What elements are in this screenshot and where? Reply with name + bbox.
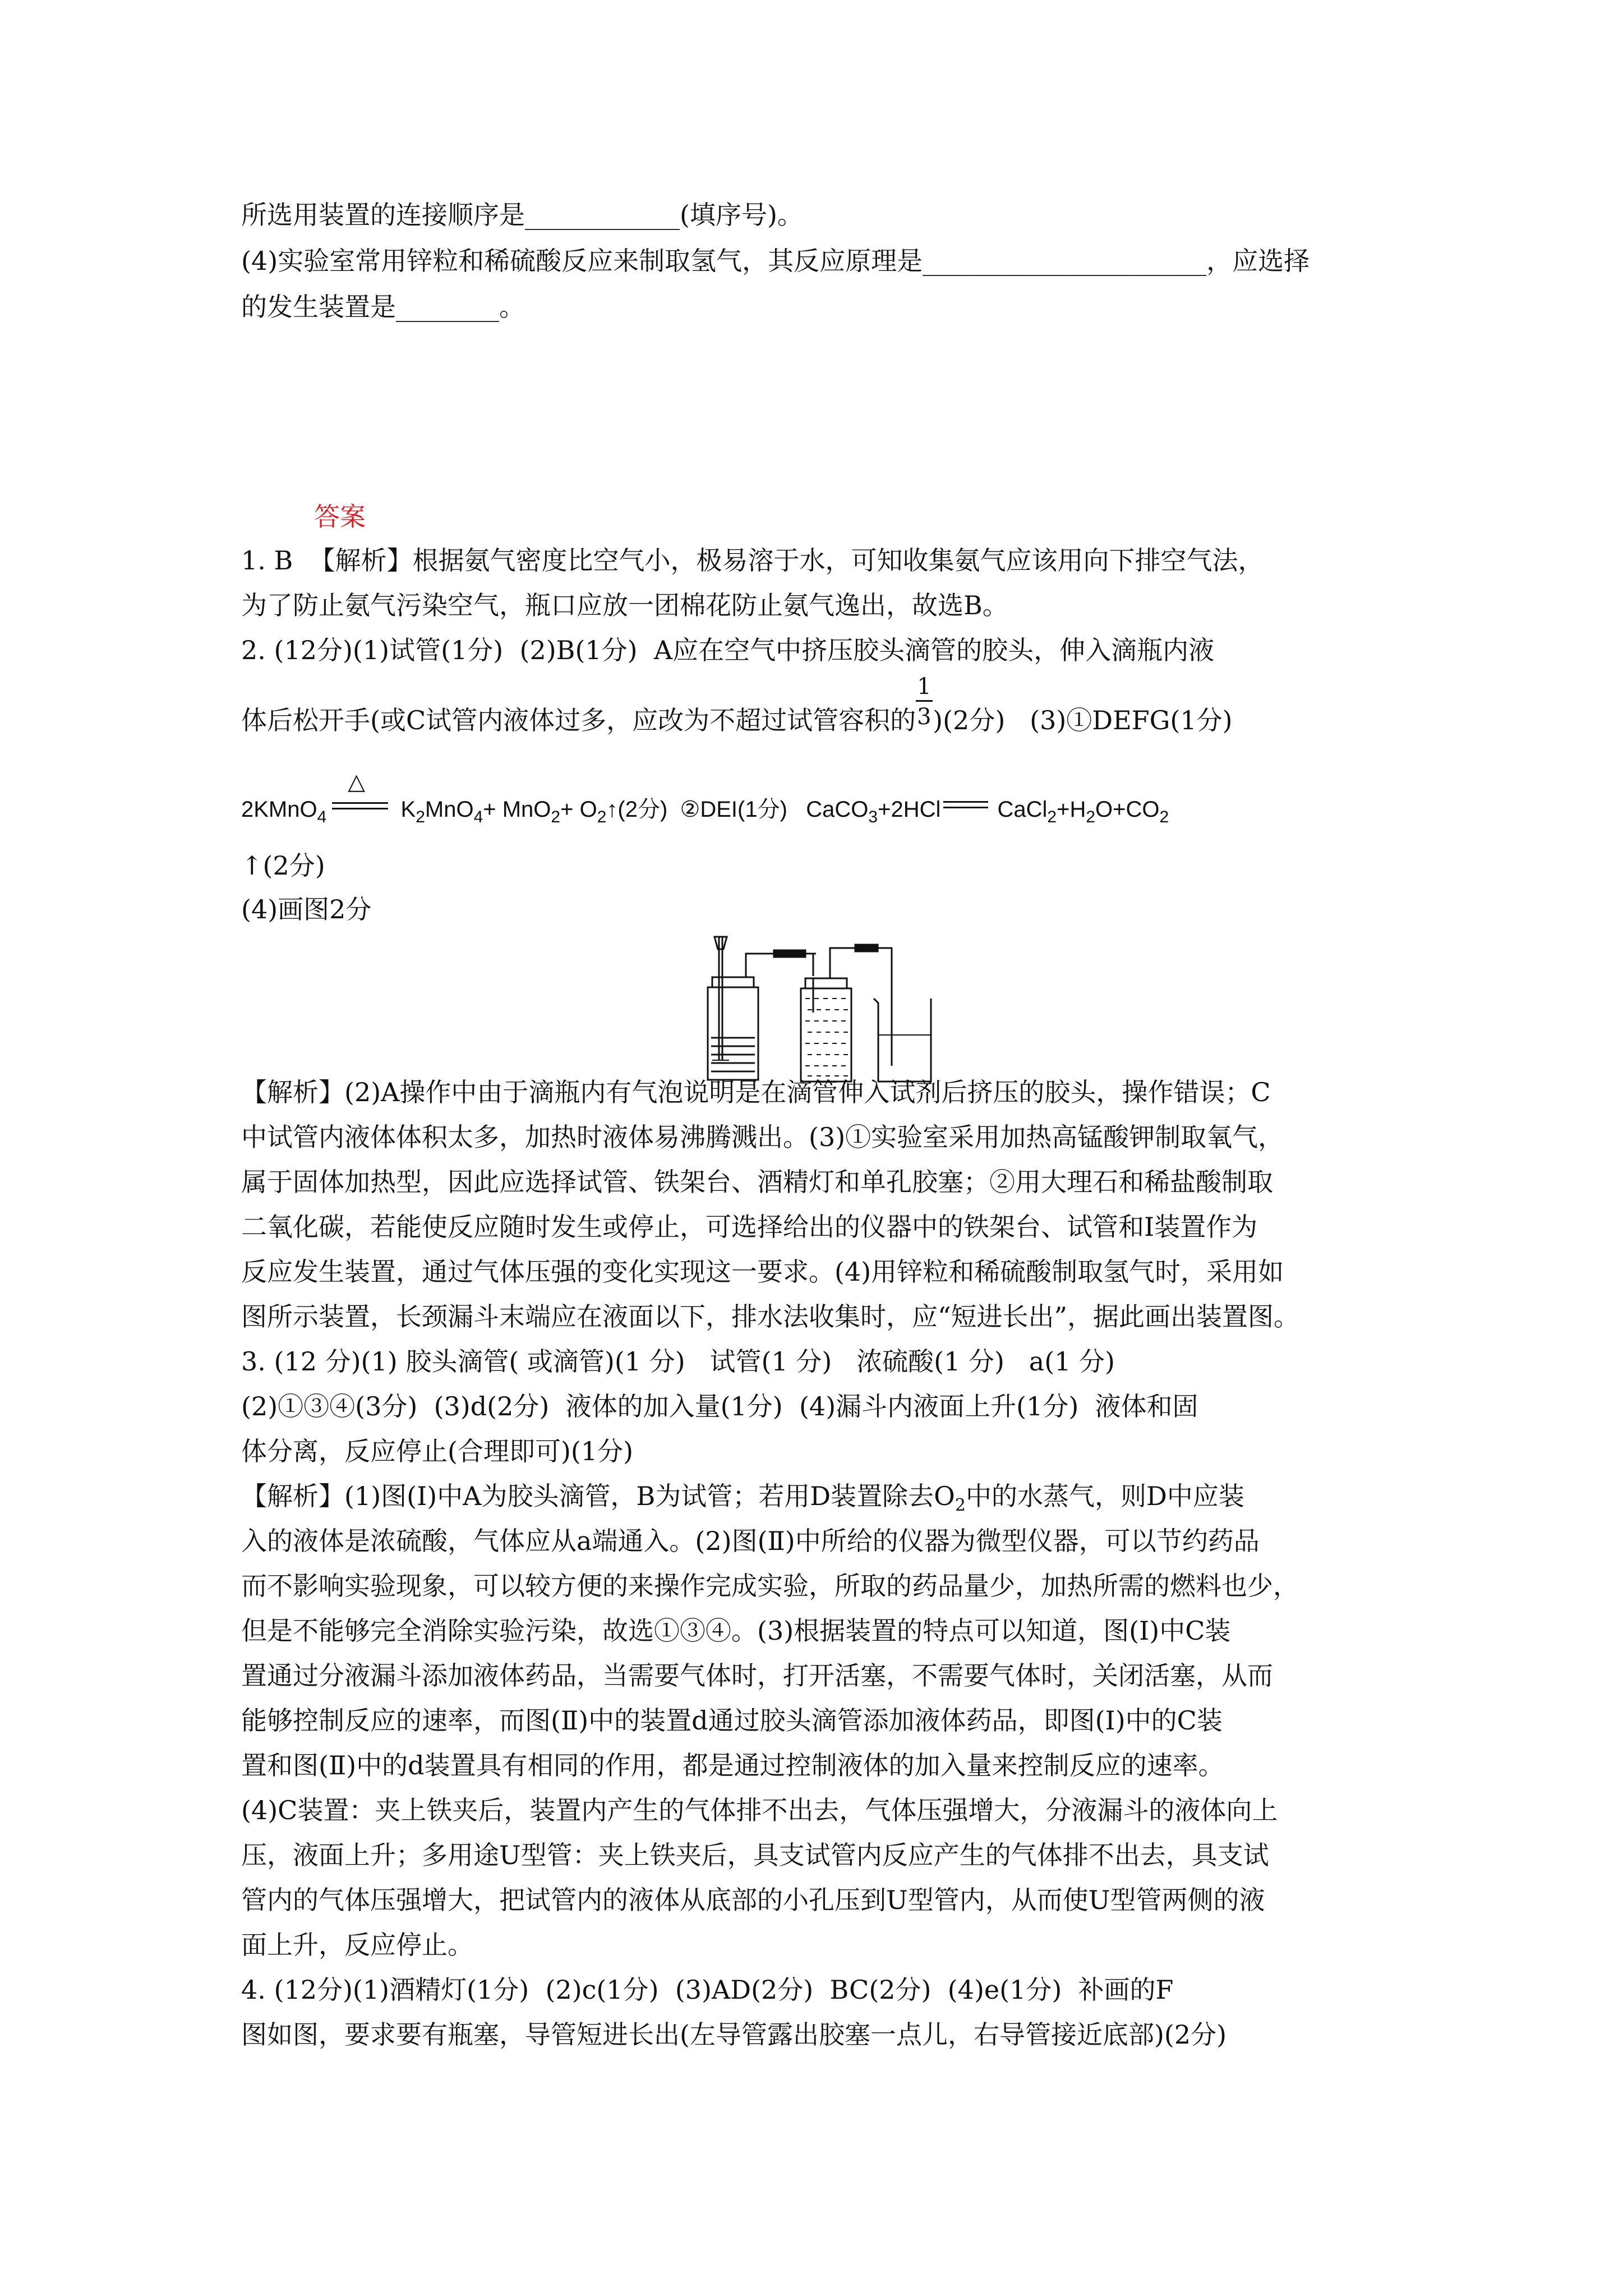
q4-line2: 的发生装置是________。 bbox=[241, 292, 525, 322]
a2-line5: (4)画图2分 bbox=[241, 894, 372, 924]
a2-line2-post: )(2分) (3)①DEFG(1分) bbox=[933, 705, 1233, 735]
q3-tail: 所选用装置的连接顺序是____________(填序号)。 bbox=[241, 200, 803, 230]
generator-bottle bbox=[708, 937, 777, 1080]
sub: 2 bbox=[1047, 808, 1057, 826]
a4-line2: 图如图，要求要有瓶塞，导管短进长出(左导管露出胶塞一点儿，右导管接近底部)(2分) bbox=[241, 2019, 1227, 2050]
a3-analysis-1 bbox=[241, 1483, 1244, 1514]
eq-k: K bbox=[388, 797, 416, 822]
eq-h: +H bbox=[1057, 797, 1086, 822]
collecting-bottle bbox=[801, 948, 869, 1082]
a3-analysis-10: 管内的气体压强增大，把试管内的液体从底部的小孔压到U型管内，从而使U型管两侧的液 bbox=[241, 1885, 1265, 1915]
a2-line1: 2. (12分)(1)试管(1分) (2)B(1分) A应在空气中挤压胶头滴管的胶头，伸入滴瓶内液 bbox=[241, 635, 1215, 665]
a2-line2-pre: 体后松开手(或C试管内液体过多，应改为不超过试管容积的 bbox=[241, 705, 916, 735]
a3-analysis-6: 能够控制反应的速率，而图(Ⅱ)中的装置d通过胶头滴管添加液体药品，即图(Ⅰ)中的C装 bbox=[241, 1705, 1223, 1736]
frac-den: 3 bbox=[917, 704, 932, 730]
fraction-one-third bbox=[916, 674, 933, 730]
beaker bbox=[874, 999, 931, 1082]
a3-analysis-7: 置和图(Ⅱ)中的d装置具有相同的作用，都是通过控制液体的加入量来控制反应的速率。 bbox=[241, 1750, 1224, 1780]
sub: 2 bbox=[955, 1496, 966, 1515]
a3-analysis-2: 入的液体是浓硫酸，气体应从a端通入。(2)图(Ⅱ)中所给的仪器为微型仪器，可以节约药品 bbox=[241, 1526, 1260, 1556]
eq-o2: + O bbox=[560, 797, 597, 822]
a3-line1: 3. (12 分)(1) 胶头滴管( 或滴管)(1 分) 试管(1 分) 浓硫酸(1 分) a(1 分) bbox=[241, 1346, 1115, 1377]
a3-analysis-5: 置通过分液漏斗添加液体药品，当需要气体时，打开活塞，不需要气体时，关闭活塞，从而 bbox=[241, 1660, 1273, 1691]
a1-line1: 1. B 【解析】根据氨气密度比空气小，极易溶于水，可知收集氨气应该用向下排空气法， bbox=[241, 545, 1264, 576]
a2-equations-line bbox=[241, 770, 1169, 826]
a2-analysis-3: 属于固体加热型，因此应选择试管、铁架台、酒精灯和单孔胶塞；②用大理石和稀盐酸制取 bbox=[241, 1167, 1273, 1197]
sub: 4 bbox=[317, 808, 327, 826]
eq-bar-2 bbox=[943, 807, 988, 808]
eq-mno2: + MnO bbox=[483, 797, 551, 822]
q4-line1: (4)实验室常用锌粒和稀硫酸反应来制取氢气，其反应原理是______________________，应选择 bbox=[241, 246, 1310, 276]
eq-2kmno4: 2KMnO bbox=[241, 797, 317, 822]
a3-analysis-4: 但是不能够完全消除实验污染，故选①③④。(3)根据装置的特点可以知道，图(Ⅰ)中C装 bbox=[241, 1616, 1231, 1646]
rubber-tube-1 bbox=[774, 950, 816, 957]
a2-analysis-4: 二氧化碳，若能使反应随时发生或停止，可选择给出的仪器中的铁架台、试管和I装置作为 bbox=[241, 1212, 1258, 1242]
sub: 3 bbox=[868, 808, 878, 826]
sub: 2 bbox=[597, 808, 607, 826]
a2-analysis-6: 图所示装置，长颈漏斗末端应在液面以下，排水法收集时，应“短进长出”，据此画出装置图。 bbox=[241, 1301, 1300, 1332]
frac-num: 1 bbox=[917, 674, 932, 700]
frac-bar bbox=[916, 700, 933, 702]
a2-line2 bbox=[241, 674, 1233, 735]
delta-symbol: △ bbox=[348, 770, 366, 794]
a3-analysis-3: 而不影响实验现象，可以较方便的来操作完成实验，所取的药品量少，加热所需的燃料也少， bbox=[241, 1571, 1299, 1601]
a3-analysis-9: 压，液面上升；多用途U型管：夹上铁夹后，具支试管内反应产生的气体排不出去，具支试 bbox=[241, 1840, 1269, 1870]
eq-bar-1 bbox=[943, 801, 988, 803]
answer-title: 答案 bbox=[314, 501, 366, 532]
a3-analysis-1a: 【解析】(1)图(Ⅰ)中A为胶头滴管，B为试管；若用D装置除去O bbox=[241, 1481, 955, 1511]
a2-analysis-2: 中试管内液体体积太多，加热时液体易沸腾溅出。(3)①实验室采用加热高锰酸钾制取氧气， bbox=[241, 1122, 1284, 1152]
eq-hcl: +2HCl bbox=[878, 797, 941, 822]
a2-analysis-1: 【解析】(2)A操作中由于滴瓶内有气泡说明是在滴管伸入试剂后挤压的胶头，操作错误；C bbox=[241, 1077, 1271, 1107]
eq-oco: O+CO bbox=[1095, 797, 1160, 822]
a2-line4: ↑(2分) bbox=[241, 850, 325, 881]
sub: 4 bbox=[473, 808, 483, 826]
eq-bar-1 bbox=[332, 802, 388, 804]
eq-cacl: CaCl bbox=[991, 797, 1048, 822]
sub: 2 bbox=[1086, 808, 1096, 826]
equals-sign bbox=[940, 791, 991, 817]
eq-dei-caco: ↑(2分) ②DEI(1分) CaCO bbox=[606, 797, 869, 822]
a3-analysis-11: 面上升，反应停止。 bbox=[241, 1930, 473, 1960]
a3-analysis-8: (4)C装置：夹上铁夹后，装置内产生的气体排不出去，气体压强增大，分液漏斗的液体向上 bbox=[241, 1795, 1278, 1825]
sub: 2 bbox=[551, 808, 561, 826]
sub: 2 bbox=[1159, 808, 1169, 826]
a3-analysis-1b: 中的水蒸气，则D中应装 bbox=[965, 1481, 1244, 1511]
heat-condition-sign bbox=[326, 770, 388, 817]
a1-line2: 为了防止氨气污染空气，瓶口应放一团棉花防止氨气逸出，故选B。 bbox=[241, 590, 1008, 620]
a3-line2: (2)①③④(3分) (3)d(2分) 液体的加入量(1分) (4)漏斗内液面上升(1分) 液体和固 bbox=[241, 1391, 1198, 1421]
a4-line1: 4. (12分)(1)酒精灯(1分) (2)c(1分) (3)AD(2分) BC(2分) (4)e(1分) 补画的F bbox=[241, 1975, 1174, 2005]
eq-mno: MnO bbox=[425, 797, 474, 822]
apparatus-diagram bbox=[695, 931, 942, 1088]
a3-line3: 体分离，反应停止(合理即可)(1分) bbox=[241, 1436, 634, 1466]
sub: 2 bbox=[416, 808, 425, 826]
rubber-tube-2 bbox=[855, 945, 892, 1066]
a2-analysis-5: 反应发生装置，通过气体压强的变化实现这一要求。(4)用锌粒和稀硫酸制取氢气时，采用如 bbox=[241, 1257, 1284, 1287]
eq-bar-2 bbox=[332, 808, 388, 809]
